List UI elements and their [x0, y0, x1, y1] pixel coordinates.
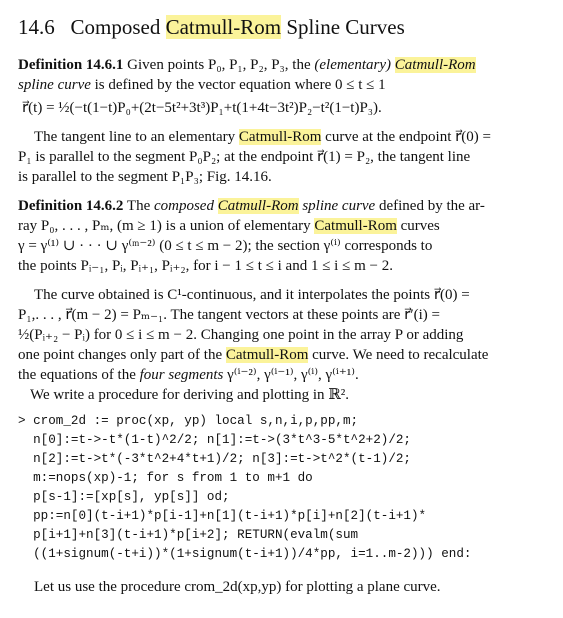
highlight-catmull-rom: Catmull-Rom: [238, 129, 322, 145]
highlight-catmull-rom: Catmull-Rom: [225, 347, 309, 363]
def1-line1: [18, 56, 548, 75]
def1-text-italic: (elementary): [314, 57, 392, 73]
section-number: 14.6: [18, 15, 55, 39]
def2-line1: [18, 197, 548, 216]
text-italic: spline curve: [302, 198, 376, 214]
def1-para-line1: [34, 128, 548, 147]
def2-line2: [18, 217, 548, 236]
para-line4: [18, 346, 548, 365]
text-italic: four segments: [139, 367, 224, 383]
highlight-catmull-rom: Catmull-Rom: [217, 198, 299, 214]
def1-para-line2: P₁ is parallel to the segment P₀P₂; at the endpoint r⃗(1) = P₂, the tangent line: [18, 149, 471, 165]
code-line: pp:=n[0](t-i+1)*p[i-1]+n[1](t-i+1)*p[i]+n[2](t-i+1)*: [18, 509, 427, 523]
section-title-post: Spline Curves: [281, 15, 405, 39]
para-line3: ½(Pᵢ₊₂ − Pᵢ) for 0 ≤ i ≤ m − 2. Changing one point in the array P or adding: [18, 327, 464, 343]
text: one point changes only part of the: [18, 347, 226, 363]
def1-para-line3: is parallel to the segment P₁P₃; Fig. 14.16.: [18, 169, 272, 185]
section-title-pre: Composed: [70, 15, 166, 39]
highlight-catmull-rom: Catmull-Rom: [314, 218, 397, 234]
para-line5: [18, 366, 548, 385]
code-line: p[s-1]:=[xp[s], yp[s]] od;: [18, 490, 230, 504]
closing-sentence: Let us use the procedure crom_2d(xp,yp) for plotting a plane curve.: [34, 579, 441, 595]
code-line: p[i+1]+n[3](t-i+1)*p[i+2]; RETURN(evalm(sum: [18, 528, 359, 542]
code-line: ((1+signum(-t+i))*(1+signum(t-i+1))/4*pp, i=1..m-2))) end:: [18, 547, 472, 561]
text: curve at the endpoint r⃗(0) =: [321, 129, 491, 145]
def1-equation: r⃗(t) = ½(−t(1−t)P₀+(2t−5t²+3t³)P₁+t(1+4t−3t²)P₂−t²(1−t)P₃).: [22, 100, 382, 116]
def1-text: is defined by the vector equation where 0 ≤ t ≤ 1: [90, 77, 386, 93]
section-heading: [18, 14, 548, 40]
def1-text: Given points P₀, P₁, P₂, P₃, the: [123, 57, 315, 73]
def2-label: Definition 14.6.2: [18, 198, 124, 214]
text: ray P₀, . . . , Pₘ, (m ≥ 1) is a union of elementary: [18, 218, 315, 234]
code-line: m:=nops(xp)-1; for s from 1 to m+1 do: [18, 471, 313, 485]
code-line: > crom_2d := proc(xp, yp) local s,n,i,p,pp,m;: [18, 414, 359, 428]
text: the equations of the: [18, 367, 140, 383]
code-line: n[2]:=t->t*(-3*t^2+4*t+1)/2; n[3]:=t->t^2*(t-1)/2;: [18, 452, 411, 466]
text: The tangent line to an elementary: [34, 129, 239, 145]
code-block: [18, 412, 548, 564]
para-line1: The curve obtained is C¹-continuous, and it interpolates the points r⃗(0) =: [34, 287, 470, 303]
def2-line4: the points Pᵢ₋₁, Pᵢ, Pᵢ₊₁, Pᵢ₊₂, for i − 1 ≤ t ≤ i and 1 ≤ i ≤ m − 2.: [18, 258, 393, 274]
def1-label: Definition 14.6.1: [18, 57, 124, 73]
text: defined by the ar-: [375, 198, 485, 214]
para-line2: P₁,. . . , r⃗(m − 2) = Pₘ₋₁. The tangent vectors at these points are r⃗′(i) =: [18, 307, 440, 323]
def2-line3: γ = γ⁽¹⁾ ∪ · · · ∪ γ⁽ᵐ⁻²⁾ (0 ≤ t ≤ m − 2); the section γ⁽ⁱ⁾ corresponds to: [18, 238, 433, 254]
text: curves: [396, 218, 440, 234]
text: γ⁽ⁱ⁻²⁾, γ⁽ⁱ⁻¹⁾, γ⁽ⁱ⁾, γ⁽ⁱ⁺¹⁾.: [223, 367, 359, 383]
text-italic: composed: [153, 198, 214, 214]
text: The: [123, 198, 154, 214]
para-line6: We write a procedure for deriving and plotting in ℝ².: [30, 387, 349, 403]
code-line: n[0]:=t->-t*(1-t)^2/2; n[1]:=t->(3*t^3-5*t^2+2)/2;: [18, 433, 411, 447]
def1-line2: [18, 76, 548, 95]
def1-term: spline curve: [18, 77, 91, 93]
highlight-catmull-rom: Catmull-Rom: [165, 15, 282, 39]
highlight-catmull-rom: Catmull-Rom: [394, 57, 476, 73]
text: curve. We need to recalculate: [308, 347, 489, 363]
